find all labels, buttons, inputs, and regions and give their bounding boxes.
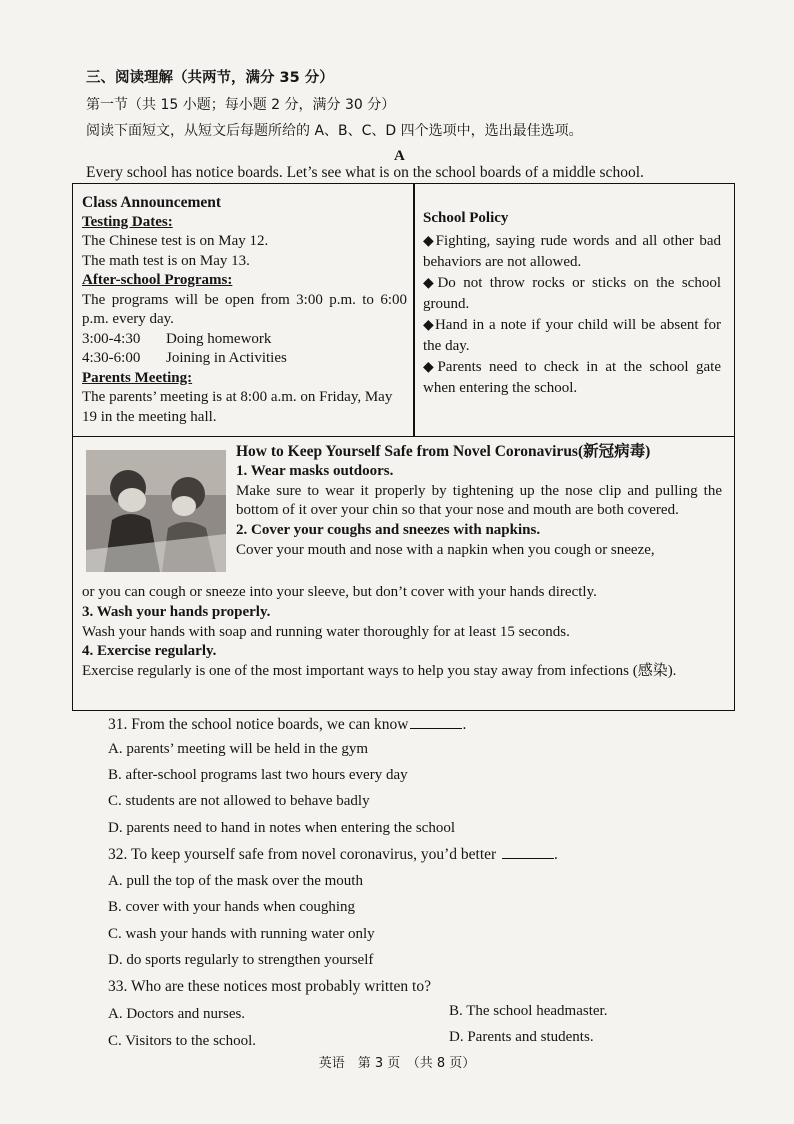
policy-item: ◆Do not throw rocks or sticks on the school ground. xyxy=(423,275,721,312)
option: C. Visitors to the school. xyxy=(108,1033,256,1049)
section-subtitle: 第一节（共 15 小题；每小题 2 分，满分 30 分） xyxy=(86,97,396,113)
section-instruction: 阅读下面短文，从短文后每题所给的 A、B、C、D 四个选项中，选出最佳选项。 xyxy=(86,123,583,139)
safety-tips xyxy=(236,442,722,561)
option: C. wash your hands with running water only xyxy=(108,926,375,942)
announcement-title: Class Announcement xyxy=(82,194,222,211)
tip-text: or you can cough or sneeze into your sleeve, but don’t cover with your hands directly. xyxy=(82,584,597,600)
chinese-test-date: The Chinese test is on May 12. xyxy=(82,233,269,249)
tip-heading: 4. Exercise regularly. xyxy=(82,643,217,660)
option: A. parents’ meeting will be held in the gym xyxy=(108,741,369,757)
policy-item: ◆Hand in a note if your child will be absent for the day. xyxy=(423,317,721,354)
tip-heading: 2. Cover your coughs and sneezes with napkins. xyxy=(236,522,541,539)
option: D. do sports regularly to strengthen yourself xyxy=(108,952,374,968)
page-footer: 英语 第 3 页 （共 8 页） xyxy=(318,1056,476,1071)
option: B. The school headmaster. xyxy=(449,1003,608,1019)
safety-tips-continued xyxy=(82,583,724,682)
diamond-icon: ◆ xyxy=(423,359,438,375)
answer-blank xyxy=(502,846,554,859)
option: B. after-school programs last two hours every day xyxy=(108,767,408,783)
option: D. Parents and students. xyxy=(449,1029,594,1045)
notice-divider xyxy=(413,183,415,437)
policy-item: ◆Parents need to check in at the school gate when entering the school. xyxy=(423,359,721,396)
answer-blank xyxy=(410,716,462,729)
programs-text: The programs will be open from 3:00 p.m. to 6:00 p.m. every day. xyxy=(82,291,407,327)
safety-title: How to Keep Yourself Safe from Novel Coronavirus(新冠病毒) xyxy=(236,443,651,460)
schedule-row xyxy=(82,349,407,369)
class-announcement xyxy=(82,193,407,427)
diamond-icon: ◆ xyxy=(423,317,435,333)
passage-intro: Every school has notice boards. Let’s see what is on the school boards of a middle school. xyxy=(86,164,644,181)
option: B. cover with your hands when coughing xyxy=(108,899,356,915)
tip-text: Make sure to wear it properly by tightening up the nose clip and pulling the bottom of it over your chin so that your nose and mouth are both covered. xyxy=(236,482,722,519)
option: D. parents need to hand in notes when entering the school xyxy=(108,820,455,836)
diamond-icon: ◆ xyxy=(423,233,436,249)
tip-text: Cover your mouth and nose with a napkin when you cough or sneeze, xyxy=(236,541,655,558)
schedule-time: 3:00-4:30 xyxy=(82,330,141,347)
question-31: 31. From the school notice boards, we can know . xyxy=(108,716,467,733)
school-policy xyxy=(423,208,721,399)
tip-text: Exercise regularly is one of the most important ways to help you stay away from infections (感染). xyxy=(82,663,677,680)
math-test-date: The math test is on May 13. xyxy=(82,252,250,269)
mask-photo xyxy=(86,450,226,572)
option: A. pull the top of the mask over the mouth xyxy=(108,873,363,889)
schedule-time: 4:30-6:00 xyxy=(82,350,141,366)
tip-heading: 3. Wash your hands properly. xyxy=(82,603,271,620)
option: C. students are not allowed to behave badly xyxy=(108,793,370,809)
schedule-activity: Doing homework xyxy=(166,330,272,347)
question-33: 33. Who are these notices most probably written to? xyxy=(108,978,431,995)
passage-label: A xyxy=(394,148,405,164)
meeting-heading: Parents Meeting: xyxy=(82,369,193,386)
option: A. Doctors and nurses. xyxy=(108,1006,246,1022)
tip-heading: 1. Wear masks outdoors. xyxy=(236,462,394,479)
testing-dates-heading: Testing Dates: xyxy=(82,213,173,230)
section-title: 三、阅读理解（共两节，满分 35 分） xyxy=(86,70,334,86)
programs-heading: After-school Programs: xyxy=(82,272,233,288)
question-32: 32. To keep yourself safe from novel coronavirus, you’d better . xyxy=(108,846,558,863)
policy-title: School Policy xyxy=(423,210,509,226)
meeting-text: The parents’ meeting is at 8:00 a.m. on Friday, May 19 in the meeting hall. xyxy=(82,389,393,425)
schedule-activity: Joining in Activities xyxy=(166,350,287,366)
policy-item: ◆Fighting, saying rude words and all other bad behaviors are not allowed. xyxy=(423,233,721,270)
schedule-row xyxy=(82,330,407,350)
tip-text: Wash your hands with soap and running water thoroughly for at least 15 seconds. xyxy=(82,623,570,640)
diamond-icon: ◆ xyxy=(423,275,438,291)
